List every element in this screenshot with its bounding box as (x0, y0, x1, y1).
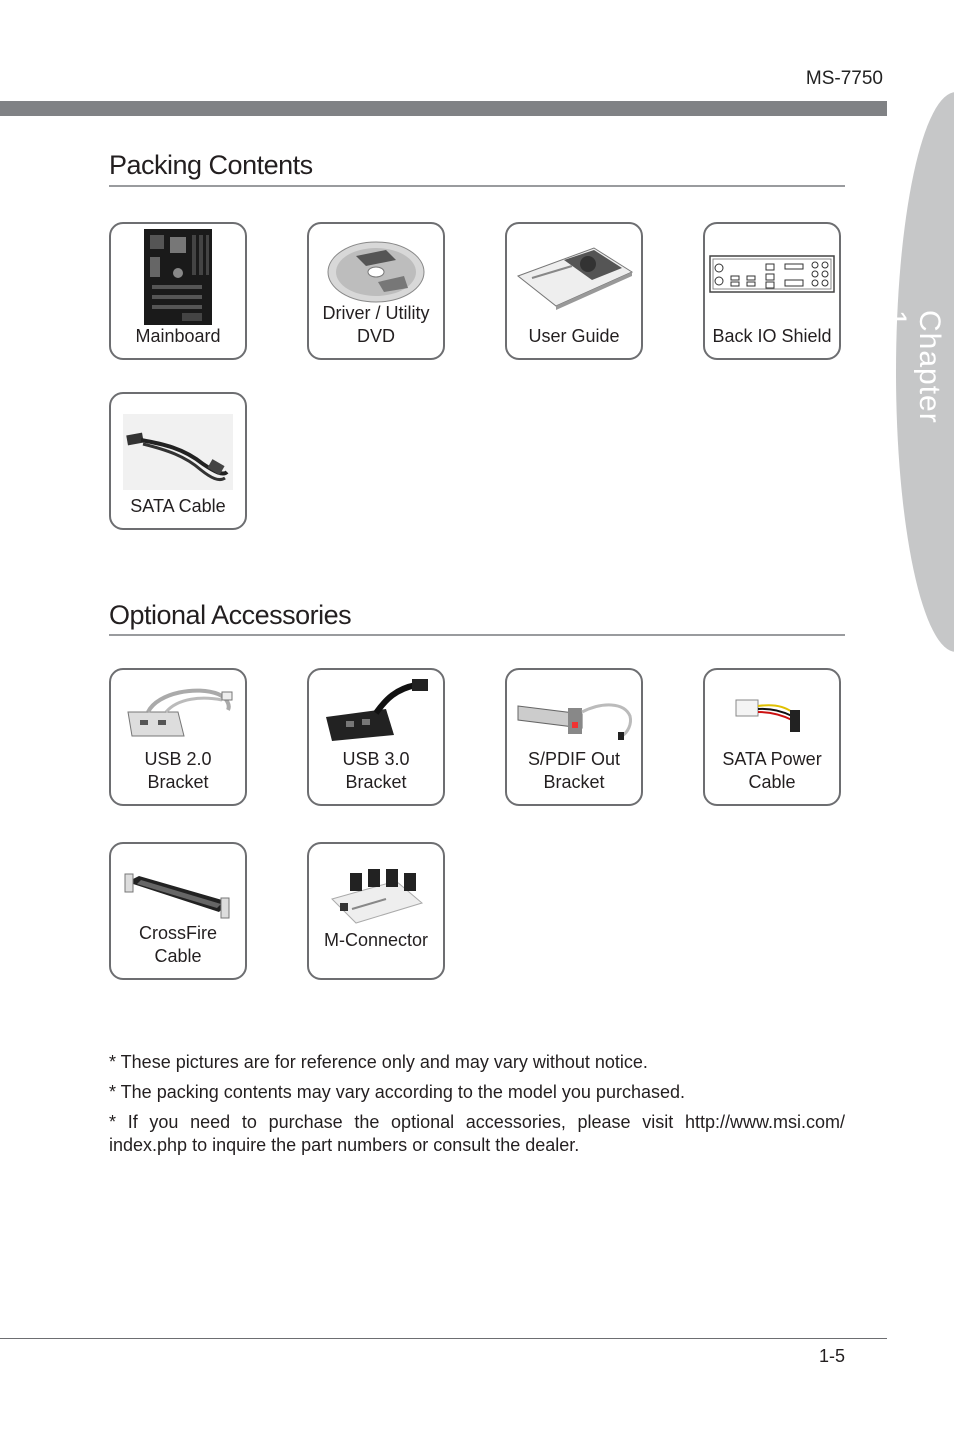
item-sata-cable (109, 392, 247, 530)
item-label: Back IO Shield (712, 326, 832, 346)
item-label: CrossFire Cable (138, 923, 217, 966)
item-usb2-bracket (109, 668, 247, 806)
spdif-bracket-photo (507, 676, 641, 752)
sata-power-cable-photo (705, 676, 839, 752)
item-label: SATA Cable (130, 496, 226, 516)
note-reference: * These pictures are for reference only and may vary without notice. (109, 1052, 648, 1072)
item-label: M-Connector (323, 930, 429, 950)
item-label: Mainboard (135, 326, 221, 346)
item-label: SATA Power Cable (722, 749, 822, 792)
packing-contents-title: Packing Contents (109, 150, 313, 180)
packing-contents-rule (109, 185, 845, 187)
usb2-bracket-photo (111, 676, 245, 752)
item-spdif-bracket (505, 668, 643, 806)
mainboard-photo (111, 230, 245, 318)
item-user-guide (505, 222, 643, 360)
note-contents-vary: * The packing contents may vary according to the model you purchased. (109, 1082, 685, 1102)
item-sata-power-cable (703, 668, 841, 806)
item-label: Driver / Utility DVD (322, 303, 430, 346)
item-label: USB 3.0 Bracket (342, 749, 410, 792)
footer-rule (0, 1338, 887, 1339)
m-connector-photo (309, 850, 443, 934)
item-label: USB 2.0 Bracket (144, 749, 212, 792)
chapter-tab-label: Chapter 1 (879, 310, 946, 424)
item-mainboard (109, 222, 247, 360)
item-m-connector (307, 842, 445, 980)
optional-accessories-rule (109, 634, 845, 636)
item-crossfire-cable (109, 842, 247, 980)
header-bar (0, 101, 887, 116)
item-usb3-bracket (307, 668, 445, 806)
io-shield-photo (705, 230, 839, 318)
note-purchase-accessories: * If you need to purchase the optional accessories, please visit http://www.msi.com/ index.php to inquire the part numbers or consult the dealer. (109, 1112, 845, 1155)
sata-cable-photo (111, 408, 245, 496)
optional-accessories-title: Optional Accessories (109, 600, 352, 630)
model-number: MS-7750 (805, 68, 883, 89)
item-label: User Guide (528, 326, 620, 346)
usb3-bracket-photo (309, 676, 443, 752)
page-number: 1-5 (818, 1346, 845, 1366)
user-guide-photo (507, 230, 641, 318)
item-driver-dvd (307, 222, 445, 360)
item-back-io-shield (703, 222, 841, 360)
item-label: S/PDIF Out Bracket (527, 749, 621, 792)
